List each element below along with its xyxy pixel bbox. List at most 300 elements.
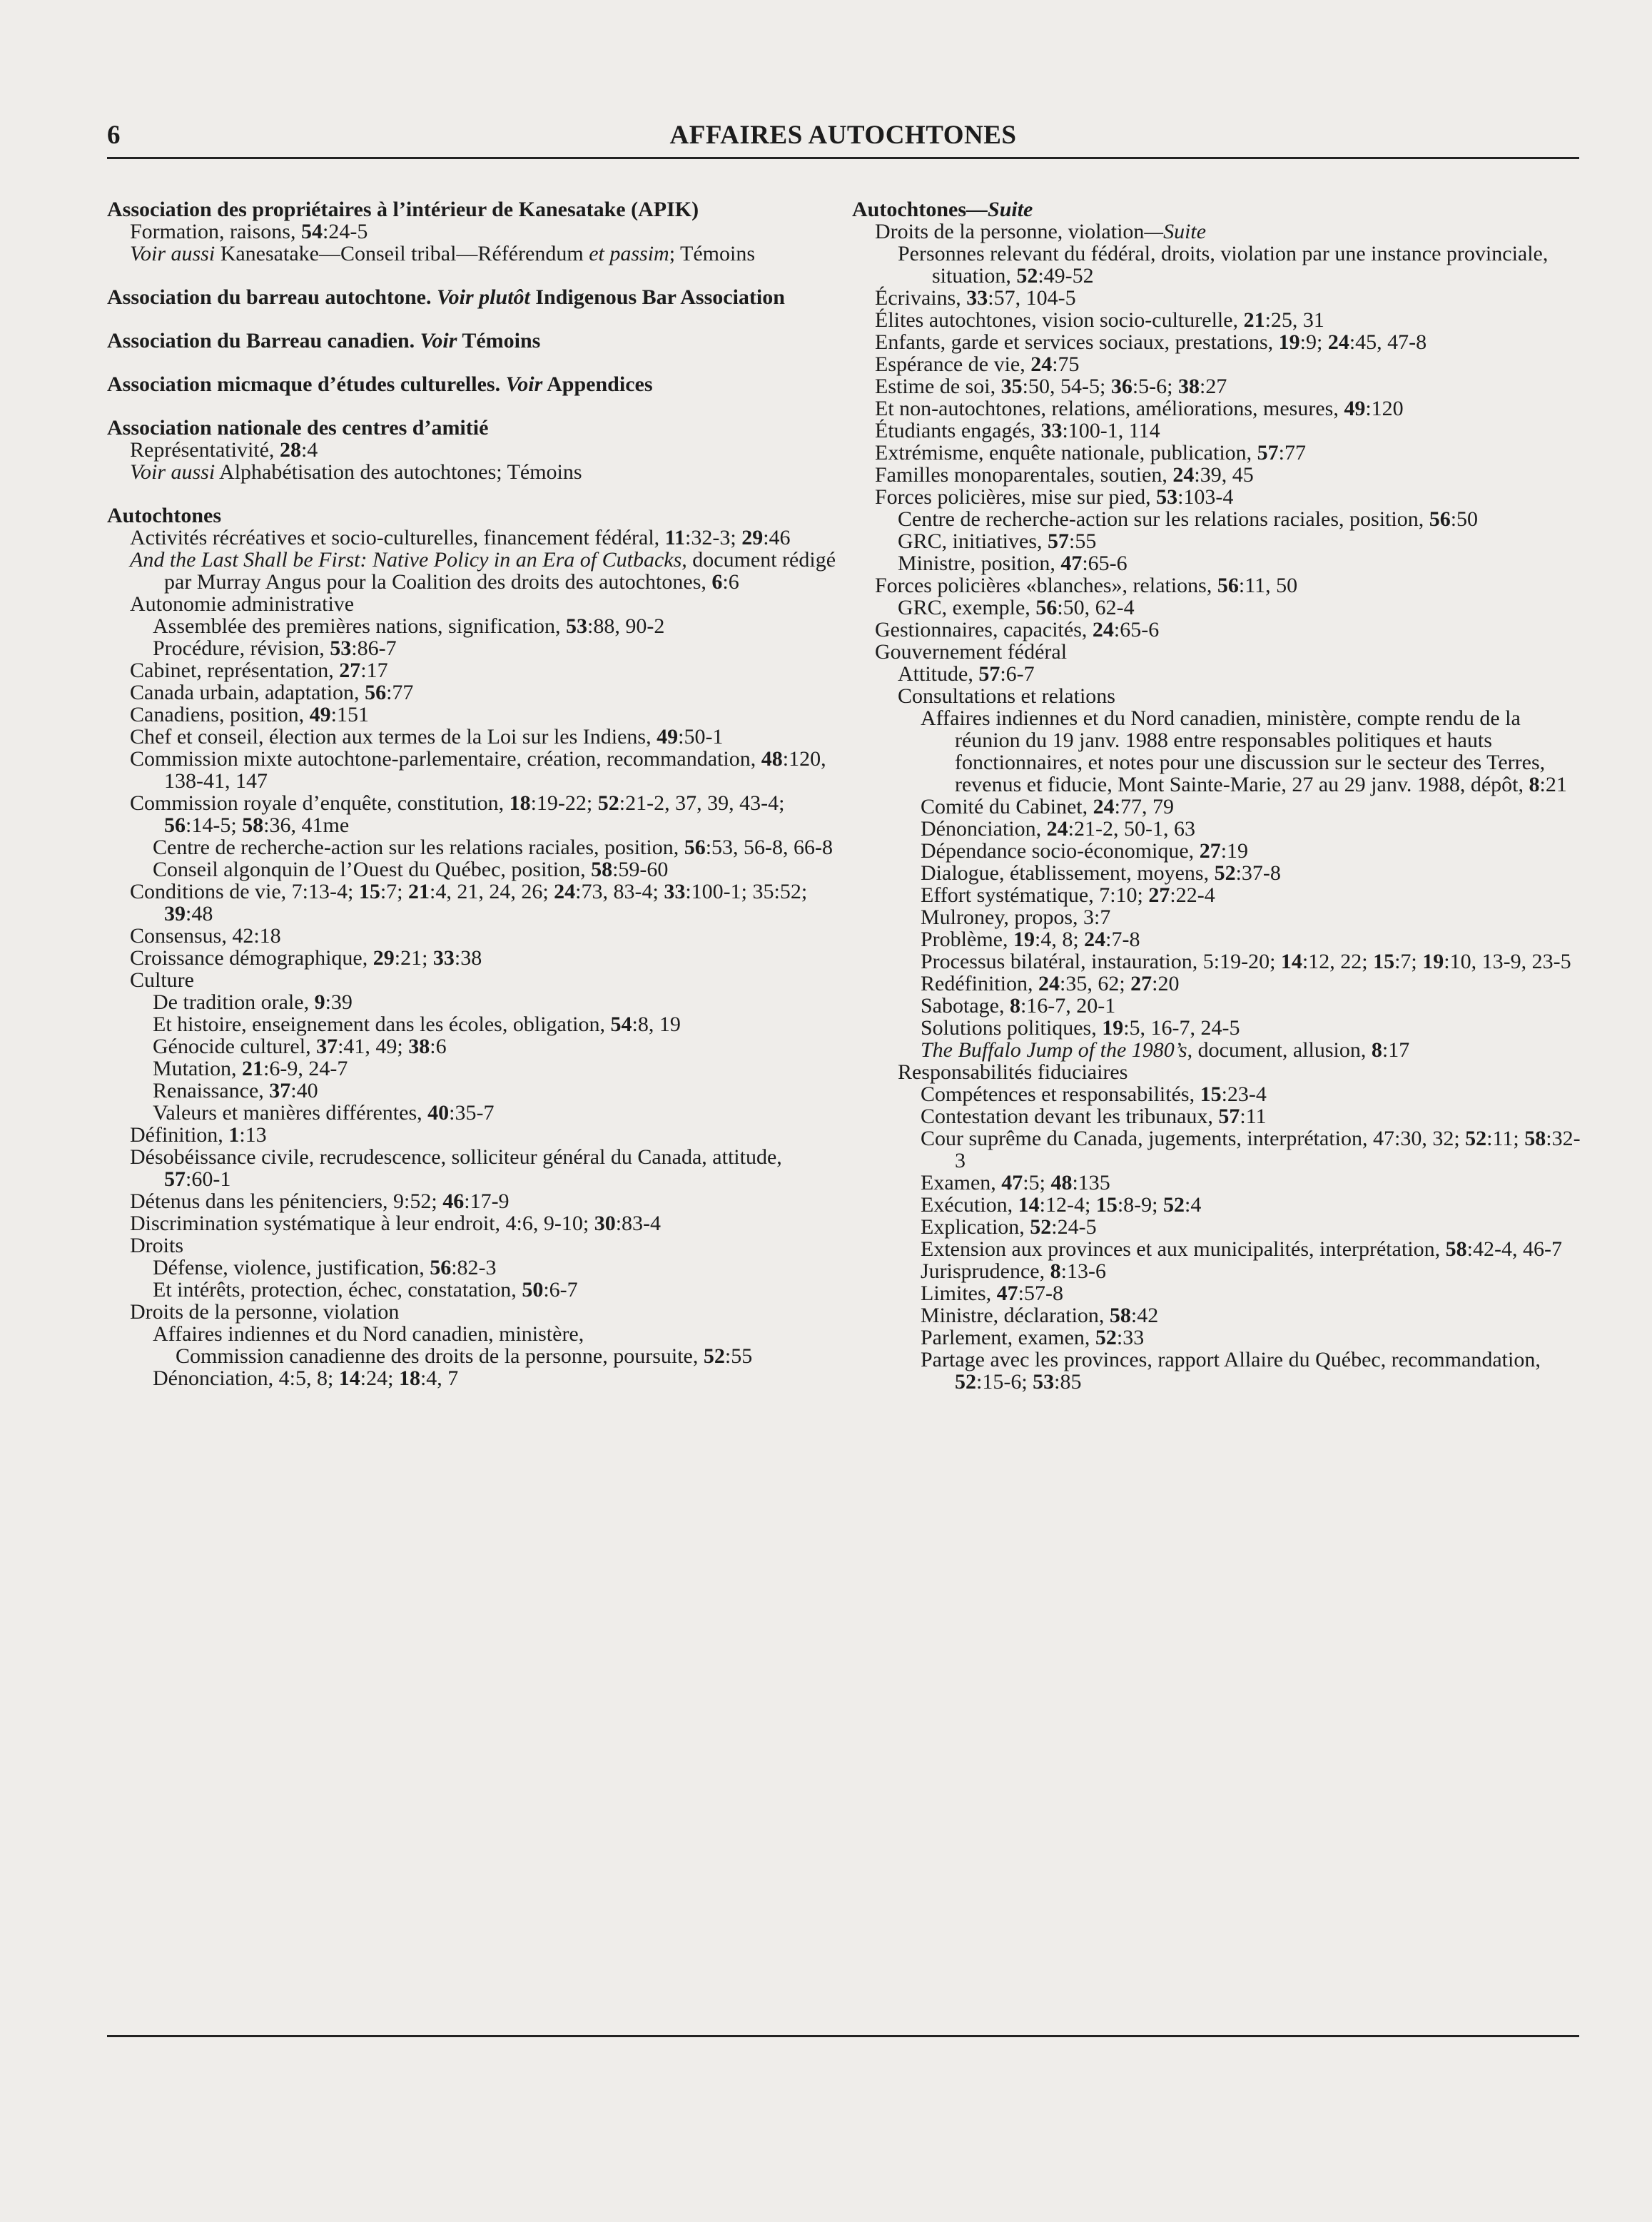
index-text: Détenus dans les pénitenciers, 9:52; [130,1189,443,1213]
index-text: 19 [1422,950,1444,973]
index-entry [852,884,1583,906]
index-text: :39, 45 [1194,463,1254,487]
index-text: 40 [427,1101,450,1125]
index-entry [852,818,1583,840]
index-entry [852,707,1583,796]
index-text: 57 [1257,441,1279,465]
index-text: 53 [330,636,352,660]
index-entry [852,685,1583,707]
index-heading [852,198,1583,220]
index-text: 56 [365,681,387,704]
index-text: Gestionnaires, capacités, [875,618,1093,641]
index-entry [852,1017,1583,1039]
index-text: Activités récréatives et socio-culturelles, financement fédéral, [130,526,665,549]
index-text: Estime de soi, [875,375,1001,398]
index-text: 35 [1000,375,1023,398]
index-text: :21-2, 37, 39, 43-4; [619,791,785,815]
index-text: :8, 19 [632,1013,681,1036]
index-entry [107,220,838,243]
index-text: 57 [1218,1105,1240,1128]
index-text: Kanesatake—Conseil tribal—Référendum [215,242,589,265]
index-text: De tradition orale, [153,990,315,1014]
index-text: Problème, [921,928,1013,951]
index-text: :39 [325,990,353,1014]
index-entry [107,681,838,704]
index-entry [107,858,838,881]
index-entry [107,1345,838,1367]
index-text: :11, 50 [1238,574,1298,597]
index-heading [107,417,838,439]
index-text: 30 [594,1212,616,1235]
index-text: :55 [724,1344,753,1368]
index-text: :6 [430,1035,447,1058]
index-text: 18 [509,791,531,815]
index-text: :50, 62-4 [1057,596,1135,619]
index-entry [107,1146,838,1190]
index-text: 24 [554,880,576,903]
index-text: , document, allusion, [1187,1038,1372,1062]
index-text: 24 [1046,817,1068,841]
index-entry [852,220,1583,243]
index-text: :21 [1539,773,1567,796]
index-text: 33 [664,880,686,903]
index-text: :24-5 [1051,1215,1097,1239]
index-text: Exécution, [921,1193,1018,1217]
index-entry [852,287,1583,309]
index-text: :120 [1365,397,1404,420]
index-text: Droits de la personne, violation [875,220,1145,243]
index-text: 52 [597,791,619,815]
index-text: :38 [454,946,482,970]
index-text: Désobéissance civile, recrudescence, solliciteur général du Canada, attitude, [130,1145,782,1169]
index-text: Défense, violence, justification, [153,1256,430,1279]
index-text: Discrimination systématique à leur endroit, 4:6, 9-10; [130,1212,594,1235]
index-heading [107,504,838,527]
index-entry [107,836,838,858]
index-text: :27 [1200,375,1227,398]
index-text: Assemblée des premières nations, signification, [153,614,567,638]
index-text: :6-7 [1000,662,1035,686]
index-text: :103-4 [1177,485,1234,509]
index-entry [852,1105,1583,1127]
index-text: Redéfinition, [921,972,1038,995]
index-text: 49 [309,703,331,726]
index-text: GRC, exemple, [898,596,1036,619]
index-text: :49-52 [1038,264,1094,288]
index-text: :77 [1278,441,1307,465]
index-entry [107,461,838,483]
index-text: 49 [657,725,679,749]
index-entry [852,1304,1583,1326]
index-entry [107,748,838,792]
index-text: 52 [1162,1193,1185,1217]
index-text: Génocide culturel, [153,1035,317,1058]
index-text: Écrivains, [875,286,967,310]
index-text: Conditions de vie, 7:13-4; [130,880,359,903]
index-text: 15 [1200,1082,1222,1106]
index-entry [107,659,838,681]
index-entry [107,1102,838,1124]
index-text: Attitude, [898,662,979,686]
index-entry [852,1282,1583,1304]
index-text: Définition, [130,1123,229,1147]
index-entry [852,1194,1583,1216]
index-text: 58 [1445,1237,1467,1261]
index-entry [107,1279,838,1301]
index-text: 33 [1040,419,1063,442]
index-text: Formation, raisons, [130,220,301,243]
index-text: Croissance démographique, [130,946,373,970]
index-text: 52 [1016,264,1038,288]
index-text: Explication, [921,1215,1030,1239]
index-text: Culture [130,968,194,992]
index-text: :19 [1220,839,1249,863]
index-text: :19-22; [530,791,598,815]
index-entry [107,1212,838,1234]
index-text: :25, 31 [1265,308,1324,332]
index-text: :23-4 [1221,1082,1267,1106]
index-text: 8 [1529,773,1540,796]
index-text: 57 [1048,529,1069,553]
index-entry [107,1035,838,1057]
index-text: The Buffalo Jump of the 1980’s [921,1038,1187,1062]
index-heading [107,198,838,220]
index-text: Appendices [542,372,653,396]
index-text: 56 [684,836,706,859]
index-text: :5; [1023,1171,1051,1194]
index-text: 28 [279,438,301,462]
index-entry [107,1190,838,1212]
index-text: :33 [1116,1326,1145,1349]
index-text: 49 [1344,397,1366,420]
index-text: Forces policières «blanches», relations, [875,574,1217,597]
index-text: Affaires indiennes et du Nord canadien, ministère, compte rendu de la réunion du 19 janv. 1988 entre responsables politiques et hauts fonctionnaires, et notes pour une discussion sur le secteur des Terres, revenus et fiducie, Mont Sainte-Marie, 27 au 29 janv. 1988, dépôt, [921,706,1546,796]
index-text: 14 [338,1366,360,1390]
index-text: :20 [1152,972,1180,995]
index-text: :35-7 [449,1101,495,1125]
index-text: 57 [164,1167,186,1191]
index-text: Et intérêts, protection, échec, constatation, [153,1278,522,1302]
index-entry [852,1172,1583,1194]
index-text: :50-1 [678,725,724,749]
index-text: :17 [1382,1038,1410,1062]
index-text: :22-4 [1170,883,1215,907]
index-text: :88, 90-2 [587,614,665,638]
index-text: 52 [955,1370,976,1394]
index-entry [852,1260,1583,1282]
index-text: 48 [761,747,783,771]
index-text: 56 [164,813,186,837]
index-text: :5, 16-7, 24-5 [1123,1016,1240,1040]
index-text: :4, 7 [420,1366,459,1390]
index-text: Conseil algonquin de l’Ouest du Québec, position, [153,858,592,881]
index-text: 1 [228,1123,240,1147]
index-text: 50 [522,1278,544,1302]
index-entry [852,906,1583,928]
index-entry [852,309,1583,331]
index-text: 54 [301,220,323,243]
index-entry [107,704,838,726]
index-text: 33 [432,946,455,970]
index-text: 15 [358,880,380,903]
index-text: 24 [1327,330,1349,354]
index-heading [107,286,838,308]
index-text: 8 [1371,1038,1382,1062]
index-text: 9 [314,990,325,1014]
index-entry [852,530,1583,552]
index-entry [852,1127,1583,1172]
index-text: :12-4; [1039,1193,1096,1217]
index-text: :11 [1240,1105,1267,1128]
index-text: Contestation devant les tribunaux, [921,1105,1219,1128]
index-text: :32-3 [955,1127,1581,1172]
index-text: Mutation, [153,1057,242,1080]
index-entry [852,243,1583,287]
index-text: :120, 138-41, 147 [164,747,826,793]
index-text: Renaissance, [153,1079,270,1102]
index-entry [852,1039,1583,1061]
index-text: :24-5 [323,220,368,243]
footer-rule [107,2035,1579,2037]
index-text: 56 [1217,574,1239,597]
index-text: Solutions politiques, [921,1016,1103,1040]
index-entry [107,726,838,748]
index-text: 46 [442,1189,465,1213]
index-text: 56 [1035,596,1058,619]
index-entry [852,840,1583,862]
index-text: :53, 56-8, 66-8 [705,836,833,859]
index-entry [852,420,1583,442]
index-text: ; Témoins [669,242,755,265]
index-text: :57-8 [1018,1282,1063,1305]
index-text: Enfants, garde et services sociaux, prestations, [875,330,1279,354]
index-text: Association du barreau autochtone. [107,285,437,309]
index-entry [107,637,838,659]
index-text: 14 [1018,1193,1040,1217]
index-text: :46 [763,526,791,549]
index-entry [107,593,838,615]
index-text: :77, 79 [1114,795,1174,818]
index-entry [852,1083,1583,1105]
index-entry [852,928,1583,950]
page-header [107,120,1579,157]
index-text: Extension aux provinces et aux municipalités, interprétation, [921,1237,1446,1261]
index-text: Commission mixte autochtone-parlementaire, création, recommandation, [130,747,761,771]
index-text: 56 [430,1256,452,1279]
index-entry [852,663,1583,685]
index-text: :35, 62; [1059,972,1131,995]
index-text: 52 [1214,861,1236,885]
index-text: :32-3; [685,526,742,549]
index-text: Droits de la personne, violation [130,1300,400,1324]
index-text: :36, 41me [263,813,350,837]
index-text: Canada urbain, adaptation, [130,681,365,704]
index-text: 38 [1178,375,1200,398]
index-text: :82-3 [451,1256,497,1279]
index-text: 53 [1156,485,1178,509]
index-text: Responsabilités fiduciaires [898,1060,1128,1084]
index-text: :7-8 [1105,928,1140,951]
index-text: Témoins [457,329,541,352]
index-text: :14-5; [186,813,243,837]
index-text: Espérance de vie, [875,352,1031,376]
index-entry [852,1216,1583,1238]
index-entry [852,353,1583,375]
index-text: :4, 21, 24, 26; [430,880,554,903]
page-number: 6 [107,121,121,150]
index-text: 27 [1130,972,1152,995]
index-text: 48 [1050,1171,1073,1194]
index-text: Consensus, 42:18 [130,924,281,948]
index-text: 38 [408,1035,430,1058]
index-text: Gouvernement fédéral [875,640,1068,664]
index-text: :65-6 [1113,618,1160,641]
index-text: 58 [1524,1127,1546,1150]
index-text: :12, 22; [1302,950,1374,973]
index-heading [107,330,838,352]
index-text: 21 [408,880,430,903]
index-entry [852,331,1583,353]
index-text: Voir plutôt [436,285,530,309]
index-text: Ministre, position, [898,552,1061,575]
index-entry [852,995,1583,1017]
index-text: :15-6; [976,1370,1033,1394]
index-entry [107,243,838,265]
index-text: 47 [1001,1171,1023,1194]
index-entry [107,1013,838,1035]
index-text: Mulroney, propos, 3:7 [921,905,1111,929]
index-text: Comité du Cabinet, [921,795,1093,818]
index-text: Sabotage, [921,994,1010,1018]
index-text: :8-9; [1117,1193,1163,1217]
index-text: :7; [1394,950,1423,973]
index-text: :85 [1054,1370,1082,1394]
index-text: :48 [186,902,213,925]
index-entry [852,397,1583,420]
index-text: document rédigé par Murray Angus pour la Coalition des droits des autochtones, [164,548,836,594]
index-text: Représentativité, [130,438,280,462]
index-text: Partage avec les provinces, rapport Allaire du Québec, recommandation, [921,1348,1541,1371]
index-text: Association du Barreau canadien. [107,329,420,352]
index-text: :41, 49; [338,1035,409,1058]
index-entry [107,881,838,925]
index-text: 36 [1110,375,1132,398]
index-text: 24 [1092,618,1114,641]
index-text: 18 [398,1366,420,1390]
index-text: Voir aussi [130,460,216,484]
index-text: :73, 83-4; [575,880,664,903]
index-text: :151 [330,703,369,726]
index-text: :42 [1130,1304,1159,1327]
index-entry [107,615,838,637]
index-text: 21 [242,1057,263,1080]
index-text: :11; [1486,1127,1525,1150]
index-entry [107,527,838,549]
index-entry [852,1238,1583,1260]
index-text: Dialogue, établissement, moyens, [921,861,1215,885]
index-text: 53 [1033,1370,1055,1394]
index-text: Et non-autochtones, relations, améliorations, mesures, [875,397,1344,420]
index-entry [852,552,1583,574]
index-entry [107,1323,838,1345]
index-text: Dénonciation, 4:5, 8; [153,1366,339,1390]
index-text: 47 [1060,552,1083,575]
index-text: 52 [1465,1127,1487,1150]
index-entry [107,1257,838,1279]
index-text: Canadiens, position, [130,703,310,726]
index-text: 11 [664,526,686,549]
header-rule [107,157,1579,159]
index-text: Extrémisme, enquête nationale, publication, [875,441,1257,465]
index-text: :6-9, 24-7 [263,1057,348,1080]
index-text: —Suite [1144,220,1207,243]
index-text: 27 [339,659,361,682]
index-text: Alphabétisation des autochtones; Témoins [215,460,582,484]
index-text: Cabinet, représentation, [130,659,340,682]
index-text: :17-9 [464,1189,510,1213]
index-text: 52 [703,1344,725,1368]
index-heading [107,373,838,395]
index-text: :50, 54-5; [1022,375,1111,398]
index-text: Jurisprudence, [921,1259,1050,1283]
index-text: Chef et conseil, élection aux termes de la Loi sur les Indiens, [130,725,657,749]
index-entry [852,597,1583,619]
index-text: 58 [242,813,264,837]
index-text: Autonomie administrative [130,592,355,616]
index-entry [107,439,838,461]
index-entry [852,796,1583,818]
index-text: Centre de recherche-action sur les relations raciales, position, [898,507,1429,531]
index-text: 24 [1093,795,1115,818]
index-text: Voir aussi [130,242,216,265]
index-entry [852,508,1583,530]
index-text: 52 [1030,1215,1052,1239]
index-text: 53 [566,614,588,638]
index-entry [107,1124,838,1146]
index-text: Voir [505,372,543,396]
index-text: 19 [1102,1016,1124,1040]
index-text: :7; [380,880,408,903]
index-text: :4 [300,438,318,462]
index-text: 19 [1278,330,1300,354]
index-text: 47 [996,1282,1018,1305]
index-text: :10, 13-9, 23-5 [1444,950,1571,973]
index-text: :37-8 [1235,861,1281,885]
index-text: Élites autochtones, vision socio-culturelle, [875,308,1244,332]
index-text: Dénonciation, [921,817,1047,841]
index-text: 39 [164,902,186,925]
index-text: :57, 104-5 [988,286,1076,310]
index-text: Compétences et responsabilités, [921,1082,1200,1106]
index-entry [107,925,838,947]
index-entry [852,619,1583,641]
index-text: Procédure, révision, [153,636,330,660]
index-entry [107,1301,838,1323]
index-text: Droits [130,1234,183,1257]
index-text: 29 [741,526,764,549]
index-text: Cour suprême du Canada, jugements, interprétation, 47:30, 32; [921,1127,1466,1150]
index-text: :16-7, 20-1 [1020,994,1116,1018]
index-text: 33 [966,286,988,310]
index-text: :60-1 [186,1167,231,1191]
index-entry [107,969,838,991]
index-entry [852,973,1583,995]
index-text: Limites, [921,1282,997,1305]
index-text: Commission canadienne des droits de la personne, poursuite, [176,1344,704,1368]
index-text: Autochtones [852,198,967,221]
index-text: :40 [290,1079,318,1102]
index-entry [107,1057,838,1080]
